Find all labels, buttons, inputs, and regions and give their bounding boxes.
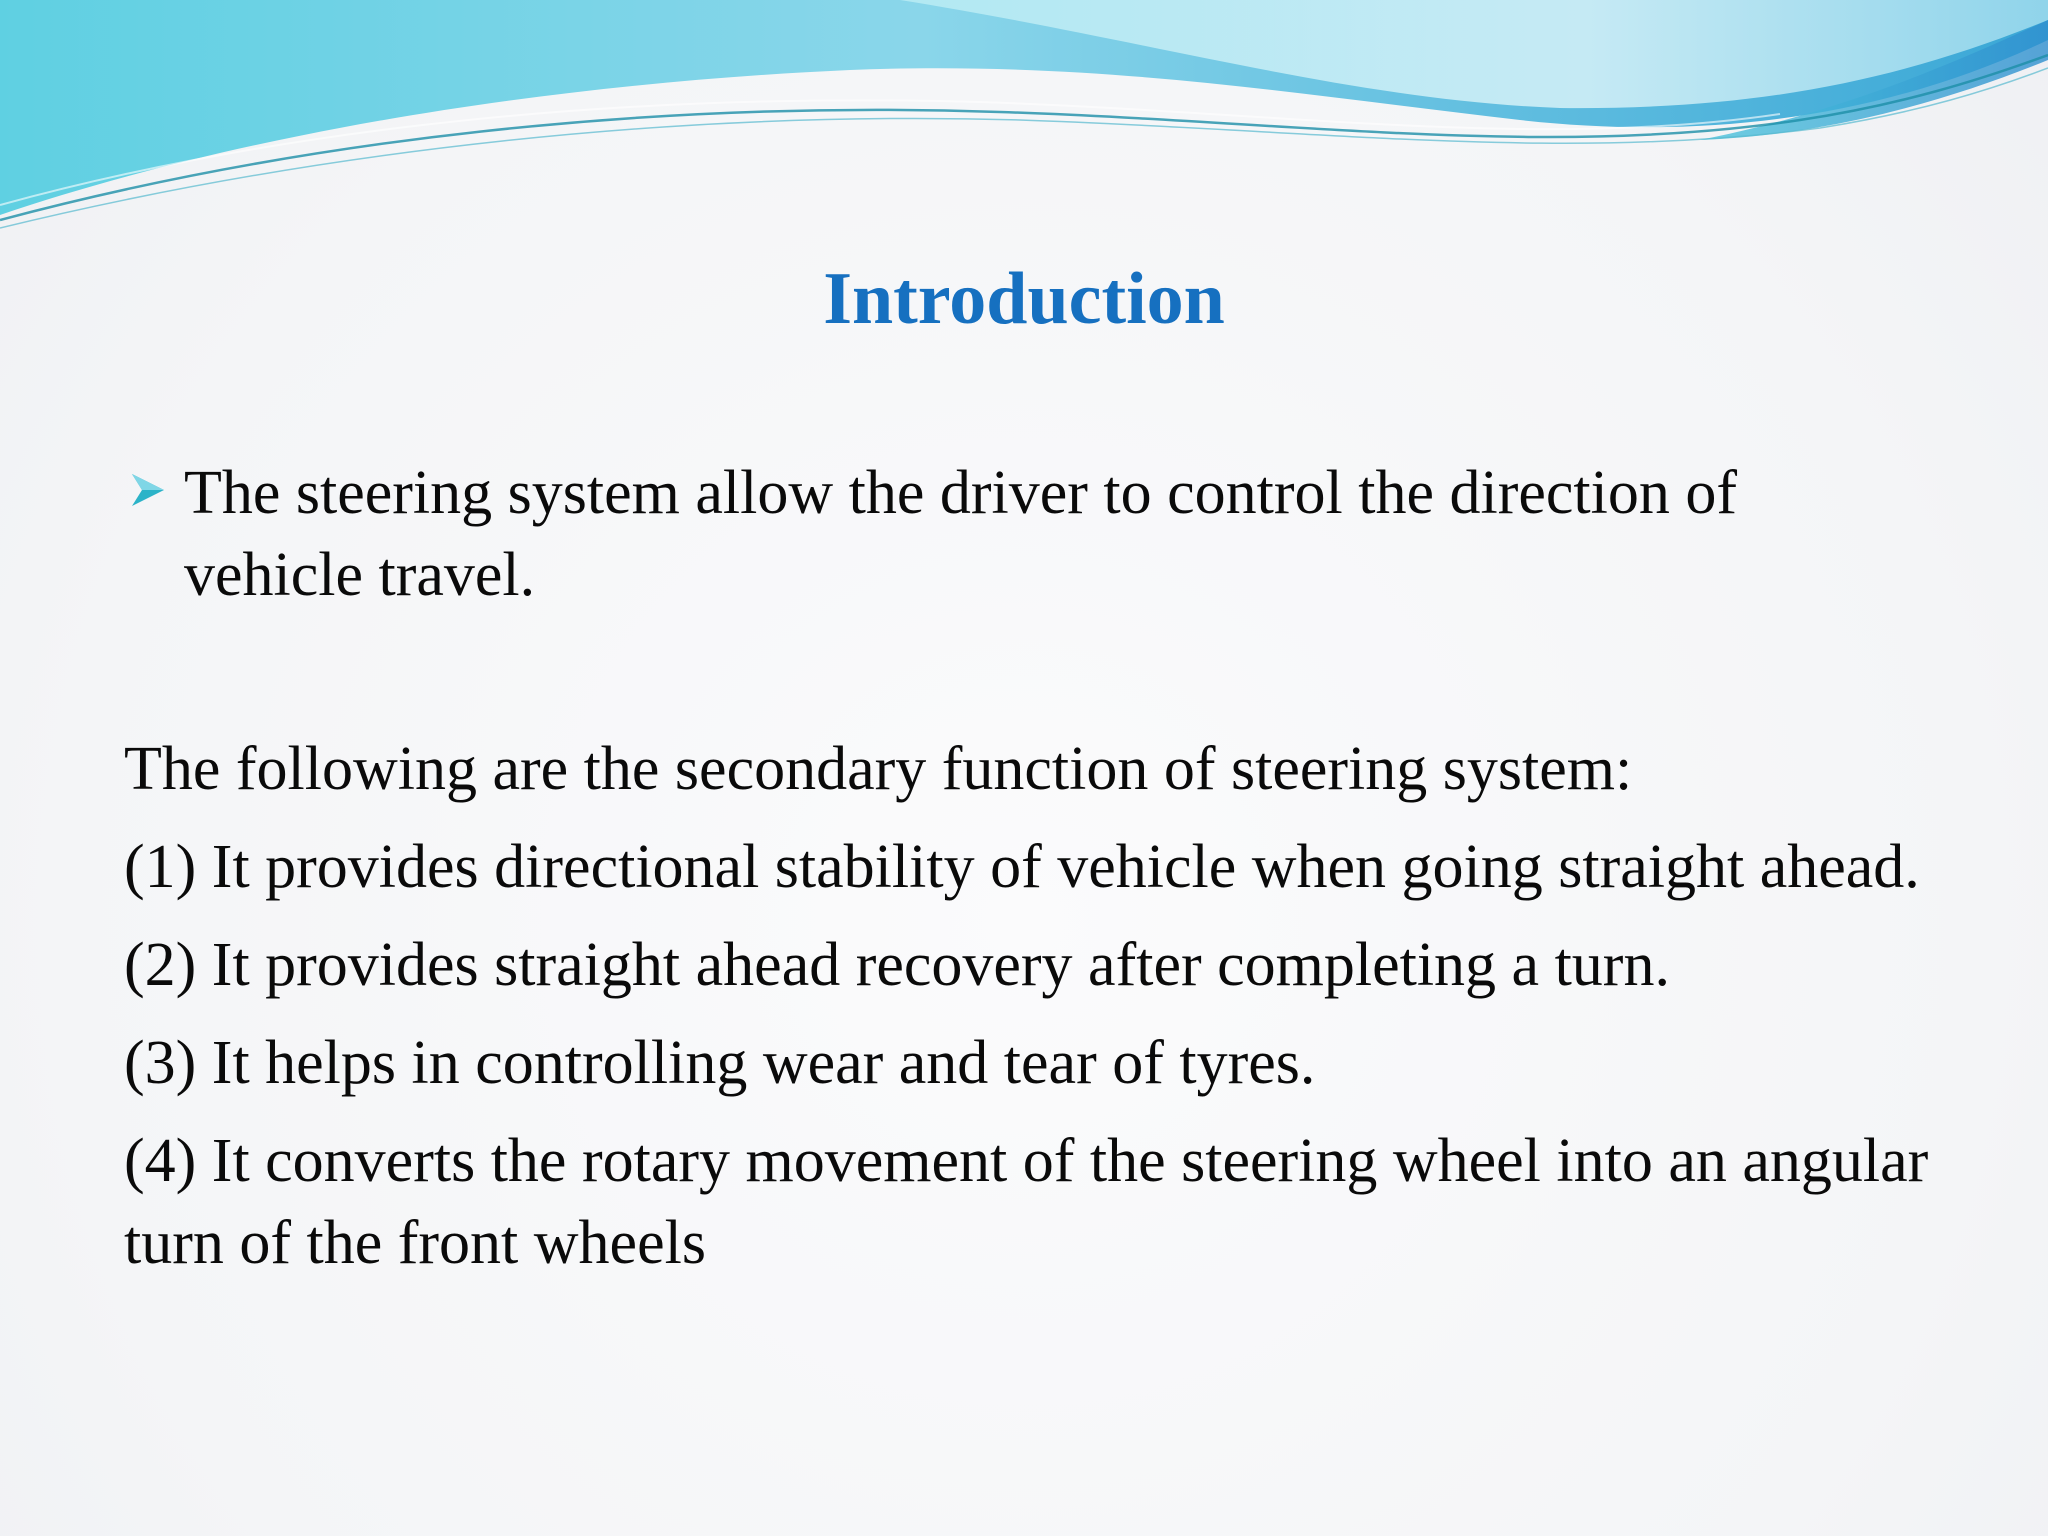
list-item: (4) It converts the rotary movement of the steering wheel into an angular turn of the front wheels — [124, 1127, 1929, 1277]
list-item: (1) It provides directional stability of vehicle when going straight ahead. — [124, 833, 1920, 901]
body-text — [124, 728, 1954, 1300]
arrow-bullet-icon — [128, 452, 184, 515]
bullet-text: The steering system allow the driver to control the direction of vehicle travel. — [184, 459, 1737, 609]
header-wave-decoration — [0, 0, 2048, 240]
secondary-functions-lead: The following are the secondary function of steering system: — [124, 735, 1633, 803]
list-item: (2) It provides straight ahead recovery after completing a turn. — [124, 931, 1670, 999]
bullet-point — [128, 452, 1928, 616]
list-item: (3) It helps in controlling wear and tear of tyres. — [124, 1029, 1316, 1097]
slide-title: Introduction — [823, 258, 1225, 340]
